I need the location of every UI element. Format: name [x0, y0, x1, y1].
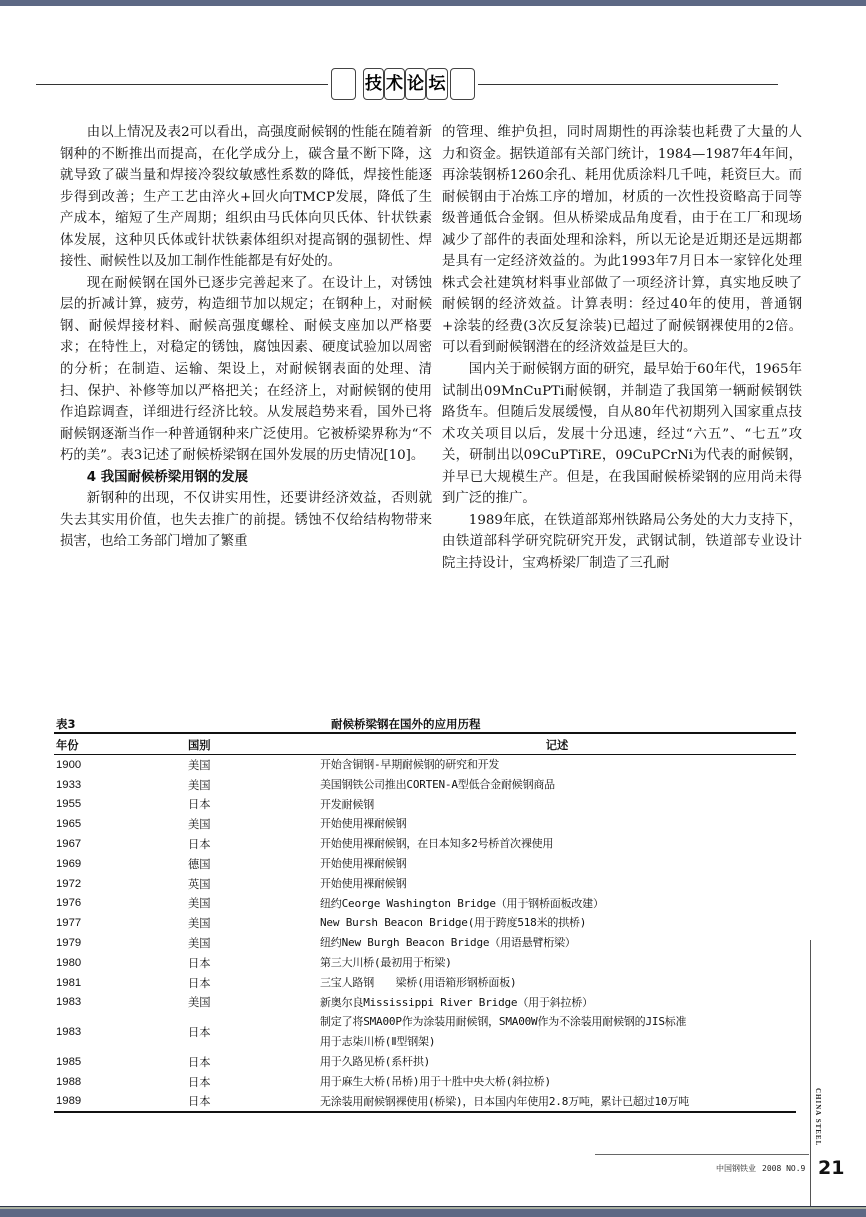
table-row — [54, 1012, 796, 1052]
table-row — [54, 854, 796, 874]
banner-char: 技 — [363, 68, 384, 100]
cell-year: 1979 — [56, 937, 82, 950]
cell-year: 1976 — [56, 897, 82, 910]
cell-description: 美国钢铁公司推出CORTEN-A型低合金耐候钢商品 — [320, 777, 555, 791]
banner-char: 坛 — [426, 68, 448, 100]
cell-description: 开始使用裸耐候钢 — [320, 876, 407, 890]
paragraph: 国内关于耐候钢方面的研究，最早始于60年代，1965年试制出09MnCuPTi耐候钢，并制造了我国第一辆耐候钢铁路货车。但随后发展缓慢，自从80年代初期列入国家重点技术攻关项目以后，发展十分迅速，经过“六五”、“七五”攻关，研制出以09CuPTiRE，09CuPCrNi为代表的耐候钢，并早已大规模生产。但是，在我国耐候桥梁钢的应用尚未得到广泛的推广。 — [442, 362, 802, 507]
cell-country: 日本 — [188, 1026, 211, 1040]
cell-country: 日本 — [188, 1075, 211, 1089]
table-row — [54, 874, 796, 894]
table-row — [54, 814, 796, 834]
table-row — [54, 953, 796, 973]
bottom-border-bar — [0, 1206, 866, 1217]
cell-country: 美国 — [188, 778, 211, 792]
paragraph: 1989年底，在铁道部郑州铁路局公务处的大力支持下，由铁道部科学研究院研究开发，武钢试制，铁道部专业设计院主持设计，宝鸡桥梁厂制造了三孔耐 — [442, 512, 802, 571]
cell-year: 1965 — [56, 818, 82, 831]
left-column — [60, 122, 432, 553]
header-description: 记述 — [318, 733, 796, 755]
table-row — [54, 1072, 796, 1092]
table-caption — [54, 714, 796, 732]
table-number: 表3 — [56, 717, 76, 731]
paragraph: 由以上情况及表2可以看出，高强度耐候钢的性能在随着新钢种的不断推出而提高，在化学成分上，碳含量不断下降，这就导致了碳当量和焊接冷裂纹敏感性系数的降低，焊接性能逐步得到改善；生产工艺由淬火+回火向TMCP发展，降低了生产成本，缩短了生产周期；组织由马氏体向贝氏体、针状铁素体发展，这种贝氏体或针状铁素体组织对提高钢的强韧性、焊接性、耐候性以及加工制作性能都是有好处的。 — [60, 125, 432, 270]
table-row — [54, 834, 796, 854]
cell-year: 1933 — [56, 778, 82, 791]
cell-country: 日本 — [188, 956, 211, 970]
banner-rule-left — [36, 84, 328, 85]
cell-country: 美国 — [188, 818, 211, 832]
table-row — [54, 1052, 796, 1072]
margin-divider-line — [810, 940, 811, 1206]
paragraph: 现在耐候钢在国外已逐步完善起来了。在设计上，对锈蚀层的折减计算，疲劳，构造细节加以规定；在钢种上，对耐候钢、耐候焊接材料、耐候高强度螺栓、耐候支座加以严格要求；在特性上，对稳定的锈蚀，腐蚀因素、硬度试验加以周密的分析；在制造、运输、架设上，对耐候钢表面的处理、清扫、保护、补修等加以严格把关；在经济上，对耐候钢的使用作追踪调查，详细进行经济比较。从发展趋势来看，国外已将耐候钢逐渐当作一种普通钢种来广泛使用。它被桥梁界称为“不朽的美”。表3记述了耐候桥梁钢在国外发展的历史情况[10]。 — [60, 275, 432, 464]
cell-description: 纽约New Burgh Beacon Bridge（用语悬臂桁梁） — [320, 936, 576, 950]
cell-year: 1972 — [56, 877, 82, 890]
cell-year: 1989 — [54, 1092, 186, 1113]
cell-year: 1967 — [56, 838, 82, 851]
cell-description: New Bursh Beacon Bridge(用于跨度518米的拱桥) — [320, 916, 587, 930]
cell-year: 1980 — [56, 956, 82, 969]
table-row — [54, 973, 796, 993]
table-row — [54, 795, 796, 815]
cell-country: 日本 — [188, 838, 211, 852]
table-title: 耐候桥梁钢在国外的应用历程 — [331, 717, 481, 731]
cell-description: 开发耐候钢 — [320, 797, 374, 811]
cell-country: 日本 — [186, 1092, 318, 1113]
cell-year: 1955 — [56, 798, 82, 811]
magazine-logo: 中国钢铁业 — [716, 1164, 756, 1173]
table-row — [54, 755, 796, 775]
cell-year: 1900 — [56, 758, 82, 771]
banner-char: 术 — [384, 68, 405, 100]
journal-side-label: CHINA STEEL — [814, 1088, 822, 1147]
cell-description: 用于麻生大桥(吊桥)用于十胜中央大桥(斜拉桥) — [320, 1074, 551, 1088]
table-row — [54, 913, 796, 933]
cell-description: 开始使用裸耐候钢，在日本知多2号桥首次裸使用 — [320, 837, 554, 851]
history-table — [54, 714, 796, 1113]
cell-description: 第三大川桥(最初用于桁梁) — [320, 955, 452, 969]
top-border-bar — [0, 0, 866, 6]
cell-description: 用于久路见桥(系杆拱) — [320, 1054, 431, 1068]
cell-country: 日本 — [188, 798, 211, 812]
cell-year: 1985 — [56, 1055, 82, 1068]
cell-country: 美国 — [188, 897, 211, 911]
table-row — [54, 894, 796, 914]
cell-description: 开始含铜钢-早期耐候钢的研究和开发 — [320, 758, 500, 771]
cell-description: 纽约Ceorge Washington Bridge（用于钢桥面板改建） — [320, 896, 604, 910]
cell-description-line-1: 制定了将SMA00P作为涂装用耐候钢，SMA00W作为不涂装用耐候钢的JIS标准 — [320, 1015, 687, 1029]
table-row — [54, 1092, 796, 1113]
cell-country: 美国 — [188, 917, 211, 931]
right-column — [442, 122, 802, 574]
header-country: 国别 — [186, 733, 318, 755]
paragraph: 的管理、维护负担，同时周期性的再涂装也耗费了大量的人力和资金。据铁道部有关部门统计，1984—1987年4年间，再涂装钢桥1260余孔、耗用优质涂料几千吨，耗资巨大。而耐候钢由于冶炼工序的增加，材质的一次性投资略高于同等级普通低合金钢。但从桥梁成品角度看，由于在工厂和现场减少了部件的表面处理和涂料，所以无论是近期还是远期都是具有一定经济效益的。为此1993年7月日本一家锌化处理株式会社建筑材料事业部做了一项经济计算，真实地反映了耐候钢的经济效益。计算表明：经过40年的使用，普通钢+涂装的经费(3次反复涂装)已超过了耐候钢裸使用的2倍。可以看到耐候钢潜在的经济效益是巨大的。 — [442, 125, 802, 356]
cell-year: 1977 — [56, 917, 82, 930]
table-row — [54, 775, 796, 795]
table-row — [54, 933, 796, 953]
banner-box-empty-left — [331, 68, 356, 100]
table-row — [54, 993, 796, 1013]
banner-char: 论 — [405, 68, 426, 100]
header-year: 年份 — [54, 733, 186, 755]
cell-country: 英国 — [188, 877, 211, 891]
cell-description — [318, 1012, 796, 1052]
cell-country: 美国 — [188, 937, 211, 951]
cell-year: 1983 — [56, 996, 82, 1009]
cell-country: 美国 — [188, 996, 211, 1010]
section-heading: 4 我国耐候桥梁用钢的发展 — [86, 469, 249, 485]
paragraph: 新钢种的出现，不仅讲实用性，还要讲经济效益，否则就失去其实用价值，也失去推广的前提。锈蚀不仅给结构物带来损害，也给工务部门增加了繁重 — [60, 491, 432, 550]
cell-year: 1981 — [56, 976, 82, 989]
banner-box-empty-right — [450, 68, 475, 100]
page-number: 21 — [818, 1157, 845, 1179]
cell-country: 日本 — [188, 976, 211, 990]
cell-year: 1983 — [56, 1026, 82, 1039]
cell-description: 开始使用裸耐候钢 — [320, 856, 407, 870]
footer-rule — [595, 1154, 809, 1155]
cell-country: 日本 — [188, 1055, 211, 1069]
cell-description: 无涂装用耐候钢裸使用(桥梁)，日本国内年使用2.8万吨，累计已超过10万吨 — [318, 1092, 796, 1113]
cell-year: 1988 — [56, 1075, 82, 1088]
cell-description: 三宝人路钢 梁桥(用语箱形钢桥面板) — [320, 975, 517, 989]
cell-description: 新奥尔良Mississippi River Bridge（用于斜拉桥） — [320, 995, 593, 1009]
cell-description-line-2: 用于志柒川桥(Ⅱ型钢架) — [320, 1035, 436, 1049]
section-banner — [0, 68, 866, 102]
table-header-row — [54, 733, 796, 755]
cell-country: 德国 — [188, 857, 211, 871]
cell-description: 开始使用裸耐候钢 — [320, 817, 407, 831]
cell-year: 1969 — [56, 857, 82, 870]
cell-country: 美国 — [188, 758, 211, 772]
banner-rule-right — [478, 84, 778, 85]
issue-number: 2008 NO.9 — [762, 1164, 806, 1173]
